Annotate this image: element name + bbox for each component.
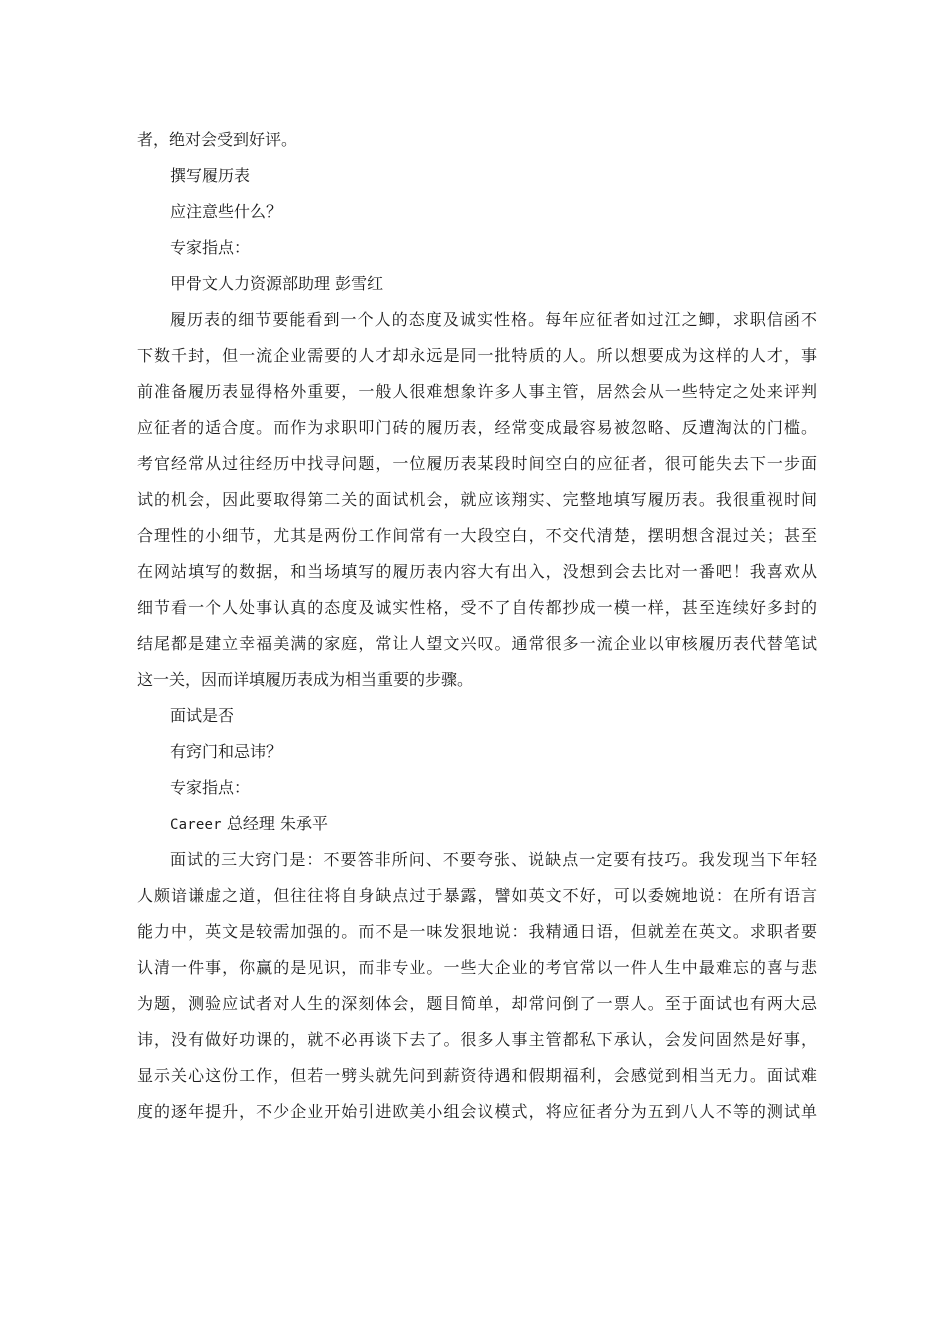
section2-expert-label: 专家指点： (170, 778, 251, 797)
section1-body-line: 在网站填写的数据，和当场填写的履历表内容大有出入，没想到会去比对一番吧！我喜欢从 (137, 562, 817, 581)
section2-body-line: 认清一件事，你赢的是见识，而非专业。一些大企业的考官常以一件人生中最难忘的喜与悲 (137, 958, 817, 977)
section1-heading-line2: 应注意些什么？ (170, 202, 283, 221)
section2-paragraph (137, 842, 817, 1130)
section2-expert-title: 总经理 朱承平 (221, 814, 328, 833)
section2-body-line: 显示关心这份工作，但若一劈头就先问到薪资待遇和假期福利，会感觉到相当无力。面试难 (137, 1066, 817, 1085)
section2-heading-line1: 面试是否 (170, 706, 235, 725)
section1-body-line: 应征者的适合度。而作为求职叩门砖的履历表，经常变成最容易被忽略、反遭淘汰的门槛。 (137, 418, 817, 437)
section1-body-line: 结尾都是建立幸福美满的家庭，常让人望文兴叹。通常很多一流企业以审核履历表代替笔试 (137, 634, 817, 653)
section2-expert-name (137, 806, 817, 842)
section1-body-line: 这一关，因而详填履历表成为相当重要的步骤。 (137, 670, 474, 689)
section1-paragraph (137, 302, 817, 698)
section1-body-line: 前准备履历表显得格外重要，一般人很难想象许多人事主管，居然会从一些特定之处来评判 (137, 382, 817, 401)
opening-line: 者，绝对会受到好评。 (137, 130, 298, 149)
section1-body-line: 合理性的小细节，尤其是两份工作间常有一大段空白，不交代清楚，摆明想含混过关；甚至 (137, 526, 817, 545)
section1-expert-label: 专家指点： (170, 238, 251, 257)
section1-body-line: 试的机会，因此要取得第二关的面试机会，就应该翔实、完整地填写履历表。我很重视时间 (137, 490, 817, 509)
section2-body-line: 讳，没有做好功课的，就不必再谈下去了。很多人事主管都私下承认，会发问固然是好事， (137, 1030, 817, 1049)
section2-body-line: 人颇谙谦虚之道，但往往将自身缺点过于暴露，譬如英文不好，可以委婉地说：在所有语言 (137, 886, 817, 905)
section1-heading-line1: 撰写履历表 (170, 166, 251, 185)
section1-body-line: 考官经常从过往经历中找寻问题，一位履历表某段时间空白的应征者，很可能失去下一步面 (137, 454, 817, 473)
section2-heading-line2: 有窍门和忌讳？ (170, 742, 283, 761)
section1-expert-name: 甲骨文人力资源部助理 彭雪红 (170, 274, 384, 293)
section2-body-line: 能力中，英文是较需加强的。而不是一味发狠地说：我精通日语，但就差在英文。求职者要 (137, 922, 817, 941)
section1-body-line: 细节看一个人处事认真的态度及诚实性格，受不了自传都抄成一模一样，甚至连续好多封的 (137, 598, 817, 617)
document-body (137, 122, 817, 1130)
section2-body-line: 为题，测验应试者对人生的深刻体会，题目简单，却常问倒了一票人。至于面试也有两大忌 (137, 994, 817, 1013)
section1-body-line: 下数千封，但一流企业需要的人才却永远是同一批特质的人。所以想要成为这样的人才，事 (137, 346, 817, 365)
section2-body-line: 面试的三大窍门是：不要答非所问、不要夸张、说缺点一定要有技巧。我发现当下年轻 (170, 850, 817, 869)
section1-body-line: 履历表的细节要能看到一个人的态度及诚实性格。每年应征者如过江之鲫，求职信函不 (170, 310, 817, 329)
section2-expert-company: Career (170, 817, 222, 833)
section2-body-line: 度的逐年提升，不少企业开始引进欧美小组会议模式，将应征者分为五到八人不等的测试单 (137, 1102, 817, 1121)
